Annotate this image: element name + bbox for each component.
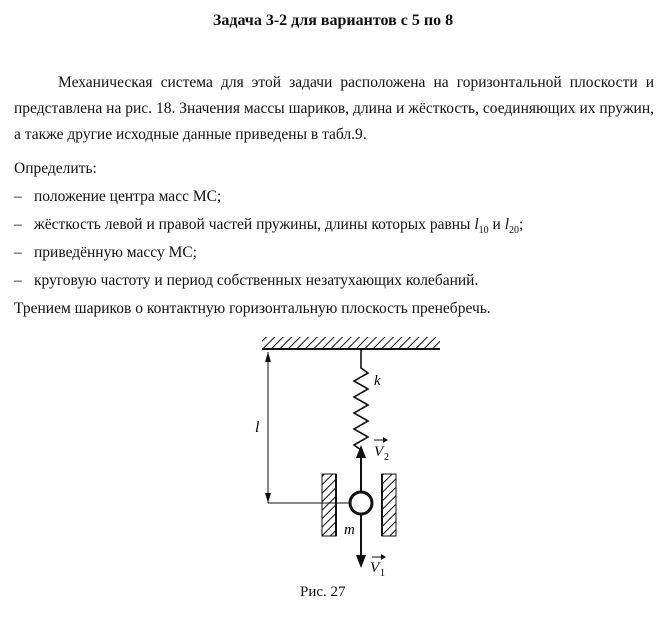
v1-over-arrow-head bbox=[381, 554, 386, 560]
bullet-dash: – bbox=[14, 244, 22, 261]
bullet-text: жёсткость левой и правой частей пружины, длины которых равны bbox=[34, 216, 471, 233]
dimension-arrow-top bbox=[265, 352, 271, 362]
length-symbol: l bbox=[504, 216, 510, 233]
friction-note: Трением шариков о контактную горизонтальную плоскость пренебречь. bbox=[14, 300, 491, 317]
left-guide bbox=[322, 474, 336, 536]
bullet-dash: – bbox=[14, 216, 22, 233]
ceiling-hatch bbox=[262, 337, 440, 349]
determine-label: Определить: bbox=[14, 160, 97, 177]
v1-arrow-head bbox=[356, 555, 366, 568]
bullet-dash: – bbox=[14, 188, 22, 205]
label-l: l bbox=[255, 419, 260, 436]
label-m: m bbox=[344, 522, 355, 538]
right-guide bbox=[382, 474, 396, 536]
mass-ball bbox=[350, 492, 372, 514]
length-symbol: l bbox=[474, 216, 479, 233]
length-subscript: 20 bbox=[509, 225, 520, 237]
dimension-arrow-bottom bbox=[265, 493, 271, 503]
label-v1-sub: 1 bbox=[380, 568, 385, 579]
label-v2: V bbox=[374, 444, 384, 460]
length-subscript: 10 bbox=[478, 225, 489, 237]
v2-over-arrow-head bbox=[383, 437, 388, 443]
bullet-text: приведённую массу МС; bbox=[34, 244, 197, 261]
bullet-dash: – bbox=[14, 272, 22, 289]
bullet-text: круговую частоту и период собственных незатухающих колебаний. bbox=[34, 272, 479, 289]
figure-caption: Рис. 27 bbox=[300, 584, 346, 600]
conjunction: и bbox=[492, 216, 501, 233]
bullet-end: ; bbox=[519, 216, 524, 233]
problem-paragraph: Механическая система для этой задачи расположена на горизонтальной плоскости и представлена на рис. 18. Значения массы шариков, длина и жёсткость, соединяющих их пружин, а также другие исходные данные приведены в табл.9. bbox=[14, 74, 654, 143]
bullet-text: положение центра масс МС; bbox=[34, 188, 222, 205]
label-v1: V bbox=[370, 560, 380, 576]
label-v2-sub: 2 bbox=[384, 452, 389, 463]
task-title: Задача 3-2 для вариантов с 5 по 8 bbox=[212, 12, 454, 29]
label-k: k bbox=[374, 373, 381, 389]
